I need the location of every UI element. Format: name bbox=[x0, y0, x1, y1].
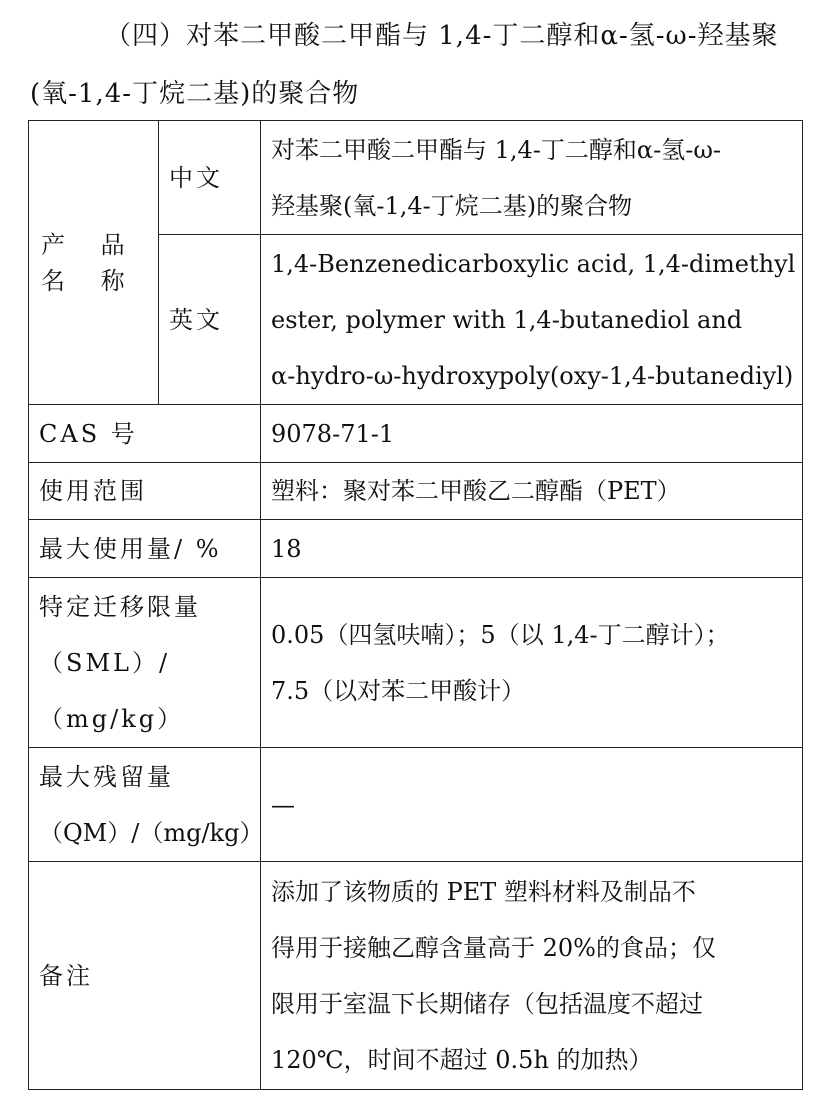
usage-scope-value: 塑料：聚对苯二甲酸乙二醇酯（PET） bbox=[261, 463, 803, 520]
table-row-usage-scope bbox=[29, 463, 803, 520]
english-name-value bbox=[261, 235, 803, 405]
sml-value-line: 7.5（以对苯二甲酸计） bbox=[271, 676, 526, 705]
sml-label bbox=[29, 578, 261, 748]
table-row-remarks bbox=[29, 862, 803, 1090]
remarks-value bbox=[261, 862, 803, 1090]
sml-value-line: 0.05（四氢呋喃）；5（以 1,4-丁二醇计）； bbox=[271, 620, 730, 649]
cas-label: CAS 号 bbox=[29, 405, 261, 463]
qm-label bbox=[29, 748, 264, 862]
usage-scope-label: 使用范围 bbox=[29, 463, 261, 520]
table-row-cas bbox=[29, 405, 803, 463]
remarks-label: 备注 bbox=[29, 862, 261, 1090]
english-name-label: 英文 bbox=[159, 235, 261, 405]
english-name-line: 1,4-Benzenedicarboxylic acid, 1,4-dimethyl bbox=[271, 249, 796, 278]
qm-label-line: 最大残留量 bbox=[39, 762, 174, 791]
chinese-name-line: 羟基聚(氧-1,4-丁烷二基)的聚合物 bbox=[271, 191, 633, 220]
english-name-line: α-hydro-ω-hydroxypoly(oxy-1,4-butanediyl) bbox=[271, 361, 794, 390]
qm-label-line: （QM）/（mg/kg） bbox=[39, 818, 264, 847]
specification-table bbox=[28, 120, 803, 1090]
table-row-qm bbox=[29, 748, 803, 862]
table-row-max-usage bbox=[29, 520, 803, 578]
product-name-label: 产 品 名 称 bbox=[29, 121, 159, 405]
remarks-line: 添加了该物质的 PET 塑料材料及制品不 bbox=[271, 877, 696, 906]
remarks-line: 得用于接触乙醇含量高于 20%的食品；仅 bbox=[271, 933, 716, 962]
qm-value: — bbox=[261, 748, 803, 862]
sml-label-line: （mg/kg） bbox=[39, 704, 185, 733]
max-usage-label: 最大使用量/ % bbox=[29, 520, 261, 578]
remarks-line: 120℃，时间不超过 0.5h 的加热） bbox=[271, 1045, 653, 1074]
sml-label-line: （SML）/ bbox=[39, 648, 171, 677]
table-row-name-chinese bbox=[29, 121, 803, 235]
heading-line-1: （四）对苯二甲酸二甲酯与 1,4-丁二醇和α-氢-ω-羟基聚 bbox=[105, 21, 779, 51]
english-name-line: ester, polymer with 1,4-butanediol and bbox=[271, 305, 743, 334]
table-row-sml bbox=[29, 578, 803, 748]
chinese-name-line: 对苯二甲酸二甲酯与 1,4-丁二醇和α-氢-ω- bbox=[271, 135, 722, 164]
remarks-line: 限用于室温下长期储存（包括温度不超过 bbox=[271, 989, 703, 1018]
sml-label-line: 特定迁移限量 bbox=[39, 592, 201, 621]
cas-value: 9078-71-1 bbox=[261, 405, 803, 463]
chinese-name-value bbox=[261, 121, 803, 235]
sml-value bbox=[261, 578, 803, 748]
max-usage-value: 18 bbox=[261, 520, 803, 578]
heading-line-2: (氧-1,4-丁烷二基)的聚合物 bbox=[30, 79, 360, 109]
chinese-name-label: 中文 bbox=[159, 121, 261, 235]
